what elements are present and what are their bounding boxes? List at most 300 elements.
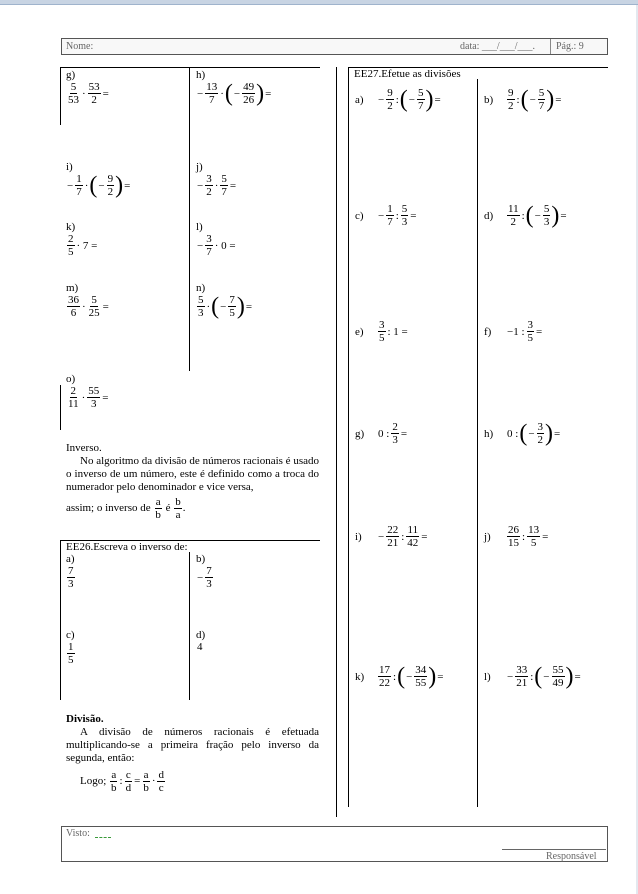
denominator: 7 xyxy=(221,186,227,198)
operator: − xyxy=(534,209,541,222)
fraction xyxy=(401,203,409,228)
numerator: 34 xyxy=(415,664,427,676)
ee27-item-d xyxy=(484,203,568,228)
denominator: 7 xyxy=(206,246,212,258)
fraction xyxy=(67,385,80,410)
fraction xyxy=(507,87,515,112)
exercise-label: n) xyxy=(196,282,206,294)
fraction xyxy=(157,769,165,794)
numerator: 5 xyxy=(70,81,77,93)
exercise-label: a) xyxy=(66,553,75,565)
fraction xyxy=(391,421,399,446)
denominator: c xyxy=(158,782,164,794)
denominator: 2 xyxy=(510,216,517,228)
exercise-label: c) xyxy=(355,209,364,222)
operator: · xyxy=(84,179,89,192)
denominator: 7 xyxy=(208,94,215,106)
exercise-expression xyxy=(66,294,110,319)
close-paren: ) xyxy=(115,172,124,199)
ee27-item-j xyxy=(484,524,549,549)
denominator: 2 xyxy=(206,186,212,198)
exercise-expression xyxy=(377,524,429,549)
close-paren: ) xyxy=(425,86,434,113)
page-number: Pág.: 9 xyxy=(550,39,608,54)
fraction xyxy=(67,565,75,590)
denominator: 22 xyxy=(379,677,390,689)
numerator: d xyxy=(158,769,164,781)
denominator: 2 xyxy=(91,94,97,106)
operator: − xyxy=(197,571,204,584)
denominator: b xyxy=(155,509,161,521)
numerator: 22 xyxy=(387,524,399,536)
numerator: 7 xyxy=(229,294,235,306)
operator: − xyxy=(197,87,204,100)
operator: : xyxy=(530,670,534,683)
fraction xyxy=(386,524,399,549)
fraction xyxy=(228,294,236,319)
operator: = xyxy=(434,93,441,106)
spellcheck-squiggle xyxy=(95,835,111,838)
denominator: 53 xyxy=(68,94,79,106)
ee27-item-e xyxy=(355,319,409,344)
fraction xyxy=(552,664,565,689)
numerator: 3 xyxy=(537,421,544,433)
fraction xyxy=(386,87,394,112)
numerator: 5 xyxy=(401,203,408,215)
operator: : xyxy=(401,530,405,543)
exercise-expression xyxy=(196,565,214,590)
exercise-expression xyxy=(506,420,561,447)
fraction xyxy=(537,421,545,446)
denominator: a xyxy=(175,509,181,521)
exercise-expression xyxy=(196,641,205,653)
close-paren: ) xyxy=(428,663,437,690)
left-divider xyxy=(189,67,190,371)
exercise-label: o) xyxy=(66,373,76,385)
exercise-expression xyxy=(196,81,272,106)
denominator: b xyxy=(143,782,149,794)
exercise-label: j) xyxy=(484,530,491,543)
inverso-section xyxy=(66,442,319,521)
operator: = xyxy=(421,530,428,543)
ee27-item-b xyxy=(484,87,563,112)
divisao-formula xyxy=(66,769,319,794)
denominator: 2 xyxy=(107,186,114,198)
exercise-expression xyxy=(66,233,98,258)
open-paren: ( xyxy=(397,663,406,690)
numerator: a xyxy=(143,769,149,781)
ee26-item-c xyxy=(66,629,76,666)
operator: = xyxy=(102,87,109,100)
numerator: 9 xyxy=(387,87,393,99)
numerator: 5 xyxy=(543,203,550,215)
ee27-divider xyxy=(477,79,478,807)
denominator: 3 xyxy=(91,398,97,410)
ee27-item-f xyxy=(484,319,543,344)
ee27-item-c xyxy=(355,203,418,228)
numerator: 49 xyxy=(243,81,255,93)
inverso-e-text: é xyxy=(165,502,171,515)
divisao-text: A divisão de números racionais é efetuada multiplicando-se a primeira fração pelo inverso da segunda, então: xyxy=(66,726,319,764)
left-col-edge-2 xyxy=(60,385,61,430)
operator: = xyxy=(134,775,141,787)
denominator: 11 xyxy=(68,398,79,410)
exercise-expression xyxy=(377,203,418,228)
fraction xyxy=(386,203,394,228)
numerator: 3 xyxy=(379,319,385,331)
inverso-fraction-2 xyxy=(174,496,182,521)
operator: − xyxy=(529,93,536,106)
operator: : 1 = xyxy=(387,325,408,338)
exercise-label: l) xyxy=(484,670,491,683)
denominator: 49 xyxy=(552,677,564,689)
left-top-rule xyxy=(60,67,320,68)
exercise-label: j) xyxy=(196,161,203,173)
close-paren: ) xyxy=(546,86,555,113)
denominator: 2 xyxy=(508,100,514,112)
denominator: 5 xyxy=(229,307,235,319)
denominator: 26 xyxy=(243,94,255,106)
divisao-expression xyxy=(109,769,166,794)
numerator: 55 xyxy=(88,385,100,397)
ee26-divider xyxy=(189,552,190,700)
operator: − xyxy=(67,179,74,192)
operator: − xyxy=(378,530,385,543)
fraction xyxy=(538,87,546,112)
open-paren: ( xyxy=(534,663,543,690)
denominator: 2 xyxy=(537,434,544,446)
operator: = xyxy=(554,427,561,440)
exercise-expression xyxy=(506,663,582,690)
numerator: 53 xyxy=(88,81,100,93)
exercise-label: h) xyxy=(484,427,494,440)
numerator: c xyxy=(125,769,131,781)
fraction xyxy=(205,233,213,258)
numerator: a xyxy=(155,496,161,508)
denominator: 21 xyxy=(387,537,399,549)
fraction xyxy=(125,769,133,794)
exercise-label: d) xyxy=(484,209,494,222)
numerator: 7 xyxy=(68,565,74,577)
fraction xyxy=(242,81,255,106)
exercise-label: b) xyxy=(484,93,494,106)
left-col-edge-1 xyxy=(60,67,61,125)
fraction xyxy=(205,81,218,106)
denominator: d xyxy=(125,782,132,794)
numerator: 2 xyxy=(70,385,77,397)
footer-box xyxy=(61,826,608,862)
signature-line xyxy=(502,849,606,850)
operator: − xyxy=(197,239,204,252)
open-paren: ( xyxy=(519,420,528,447)
fraction xyxy=(110,769,118,794)
numerator: 5 xyxy=(418,87,424,99)
fraction xyxy=(220,173,228,198)
operator: = xyxy=(124,179,131,192)
exercise-label: h) xyxy=(196,69,206,81)
numerator: 2 xyxy=(68,233,74,245)
close-paren: ) xyxy=(551,202,560,229)
fraction xyxy=(507,524,520,549)
operator: = xyxy=(542,530,549,543)
exercise-label: a) xyxy=(355,93,364,106)
ee27-item-a xyxy=(355,87,442,112)
ee27-left-edge xyxy=(348,67,349,807)
numerator: 13 xyxy=(206,81,218,93)
left-exercise-o xyxy=(66,373,109,410)
denominator: 3 xyxy=(401,216,408,228)
operator: = xyxy=(560,209,567,222)
denominator: 3 xyxy=(543,216,550,228)
denominator: 7 xyxy=(538,100,545,112)
numerator: 7 xyxy=(206,565,212,577)
denominator: 55 xyxy=(415,677,427,689)
numerator: 5 xyxy=(198,294,204,306)
operator: : xyxy=(522,530,526,543)
fraction xyxy=(527,524,540,549)
exercise-expression xyxy=(506,319,543,344)
open-paren: ( xyxy=(224,80,233,107)
fraction xyxy=(67,294,80,319)
numerator: a xyxy=(111,769,117,781)
exercise-expression xyxy=(377,421,408,446)
operator: · xyxy=(82,87,86,100)
denominator: b xyxy=(111,782,117,794)
exercise-expression xyxy=(196,173,237,198)
denominator: 7 xyxy=(76,186,82,198)
inverso-fraction-1 xyxy=(154,496,162,521)
exercise-expression xyxy=(66,173,131,198)
exercise-expression xyxy=(377,86,442,113)
exercise-label: m) xyxy=(66,282,79,294)
operator: : xyxy=(119,775,123,787)
denominator: 15 xyxy=(508,537,519,549)
exercise-expression xyxy=(196,233,237,258)
exercise-label: f) xyxy=(484,325,492,338)
numerator: 1 xyxy=(68,641,74,653)
left-exercise-l xyxy=(196,221,237,258)
denominator: 5 xyxy=(527,332,534,344)
operator: = xyxy=(265,87,272,100)
divisao-section xyxy=(66,713,319,794)
operator: : xyxy=(395,93,399,106)
numerator: 9 xyxy=(107,173,114,185)
denominator: 25 xyxy=(88,307,100,319)
ee26-item-d xyxy=(196,629,205,653)
operator: − xyxy=(408,93,415,106)
operator: · xyxy=(151,775,156,787)
denominator: 5 xyxy=(68,654,74,666)
exercise-expression xyxy=(66,641,76,666)
close-paren: ) xyxy=(256,80,265,107)
operator: · xyxy=(214,179,219,192)
operator: · xyxy=(206,300,211,313)
exercise-expression xyxy=(506,202,568,229)
denominator: 3 xyxy=(198,307,204,319)
ee27-item-i xyxy=(355,524,429,549)
operator: · 7 = xyxy=(76,239,98,252)
denominator: 3 xyxy=(392,434,398,446)
operator: = xyxy=(102,391,109,404)
exercise-expression xyxy=(196,294,253,319)
numerator: 2 xyxy=(392,421,398,433)
exercise-label: c) xyxy=(66,629,75,641)
left-exercise-g xyxy=(66,69,110,106)
operator: − xyxy=(220,300,227,313)
numerator: 1 xyxy=(387,203,393,215)
numerator: 11 xyxy=(508,203,519,215)
exercise-label: g) xyxy=(355,427,365,440)
open-paren: ( xyxy=(89,172,98,199)
inverso-text: No algoritmo da divisão de números racionais é usado o inverso de um número, este é definido como a troca do numerador pelo denominador e vice versa, xyxy=(66,455,319,493)
fraction xyxy=(414,664,427,689)
fraction xyxy=(417,87,425,112)
operator: : xyxy=(516,93,520,106)
visto-label: Visto: xyxy=(66,828,90,839)
inverso-assim-text: assim; o inverso de xyxy=(66,502,151,515)
denominator: 5 xyxy=(379,332,385,344)
left-exercise-h xyxy=(196,69,272,106)
denominator: 2 xyxy=(387,100,393,112)
numerator: 3 xyxy=(527,319,534,331)
operator: 0 : xyxy=(378,427,390,440)
denominator: 3 xyxy=(206,578,212,590)
numerator: 33 xyxy=(516,664,528,676)
exercise-label: k) xyxy=(66,221,76,233)
numerator: 36 xyxy=(68,294,79,306)
fraction xyxy=(406,524,419,549)
fraction xyxy=(507,203,520,228)
exercise-label: d) xyxy=(196,629,206,641)
divisao-logo-text: Logo; xyxy=(80,775,107,787)
exercise-label: i) xyxy=(355,530,362,543)
fraction xyxy=(88,294,101,319)
divisao-title: Divisão. xyxy=(66,713,104,725)
fraction xyxy=(107,173,115,198)
numerator: 17 xyxy=(379,664,390,676)
center-divider xyxy=(336,67,337,817)
operator: · 0 = xyxy=(214,239,236,252)
fraction xyxy=(67,81,80,106)
exercise-expression xyxy=(506,86,563,113)
operator: = xyxy=(536,325,543,338)
fraction xyxy=(543,203,551,228)
open-paren: ( xyxy=(525,202,534,229)
operator: · xyxy=(82,300,86,313)
close-paren: ) xyxy=(236,293,245,320)
name-field-label: Nome: xyxy=(66,41,94,52)
fraction xyxy=(205,173,213,198)
operator: · xyxy=(220,87,224,100)
operator: : xyxy=(395,209,399,222)
denominator: 5 xyxy=(68,246,74,258)
exercise-label: e) xyxy=(355,325,364,338)
operator: · xyxy=(81,391,86,404)
fraction xyxy=(87,385,100,410)
operator: − xyxy=(406,670,413,683)
operator: − xyxy=(507,670,514,683)
left-exercise-m xyxy=(66,282,110,319)
operator: − xyxy=(98,179,105,192)
open-paren: ( xyxy=(520,86,529,113)
exercise-expression xyxy=(377,663,445,690)
operator: 0 : xyxy=(507,427,519,440)
fraction xyxy=(515,664,528,689)
inverso-definition xyxy=(66,496,319,521)
exercise-label: b) xyxy=(196,553,206,565)
numerator: 55 xyxy=(552,664,564,676)
operator: = xyxy=(437,670,444,683)
fraction xyxy=(378,319,386,344)
inverso-end-punct: . xyxy=(182,502,186,515)
operator: = xyxy=(102,300,109,313)
close-paren: ) xyxy=(545,420,554,447)
operator: = xyxy=(410,209,417,222)
numerator: 3 xyxy=(206,173,212,185)
close-paren: ) xyxy=(565,663,574,690)
denominator: 21 xyxy=(516,677,528,689)
operator: = xyxy=(555,93,562,106)
fraction xyxy=(205,565,213,590)
fraction xyxy=(527,319,535,344)
numerator: 13 xyxy=(528,524,540,536)
numerator: 26 xyxy=(508,524,519,536)
responsavel-label: Responsável xyxy=(546,851,597,862)
exercise-expression xyxy=(66,385,109,410)
ee27-item-g xyxy=(355,421,408,446)
left-exercise-j xyxy=(196,161,237,198)
operator: − xyxy=(197,179,204,192)
operator: : xyxy=(521,209,525,222)
denominator: 3 xyxy=(68,578,74,590)
operator: − xyxy=(543,670,550,683)
ee27-item-k xyxy=(355,664,445,689)
denominator: 7 xyxy=(418,100,424,112)
denominator: 5 xyxy=(530,537,537,549)
denominator: 7 xyxy=(387,216,393,228)
numerator: 5 xyxy=(91,294,97,306)
ee26-item-b xyxy=(196,553,214,590)
fraction xyxy=(67,233,75,258)
fraction xyxy=(197,294,205,319)
fraction xyxy=(142,769,150,794)
left-exercise-i xyxy=(66,161,131,198)
inverso-title: Inverso. xyxy=(66,442,102,454)
ee26-title: EE26.Escreva o inverso de: xyxy=(66,541,188,553)
exercise-expression xyxy=(377,319,409,344)
numerator: 5 xyxy=(221,173,227,185)
exercise-expression xyxy=(66,565,76,590)
operator: −1 : xyxy=(507,325,525,338)
exercise-label: i) xyxy=(66,161,73,173)
operator: − xyxy=(233,87,241,100)
exercise-expression xyxy=(66,81,110,106)
exercise-label: l) xyxy=(196,221,203,233)
denominator: 6 xyxy=(70,307,77,319)
operator: = xyxy=(245,300,253,313)
header-box xyxy=(61,38,608,55)
operator: − xyxy=(528,427,535,440)
document-page xyxy=(0,5,636,894)
operator: − xyxy=(378,93,385,106)
fraction xyxy=(378,664,391,689)
open-paren: ( xyxy=(211,293,220,320)
numerator: 3 xyxy=(206,233,212,245)
exercise-label: k) xyxy=(355,670,365,683)
fraction xyxy=(75,173,83,198)
operator: : xyxy=(393,670,397,683)
denominator: 42 xyxy=(407,537,419,549)
